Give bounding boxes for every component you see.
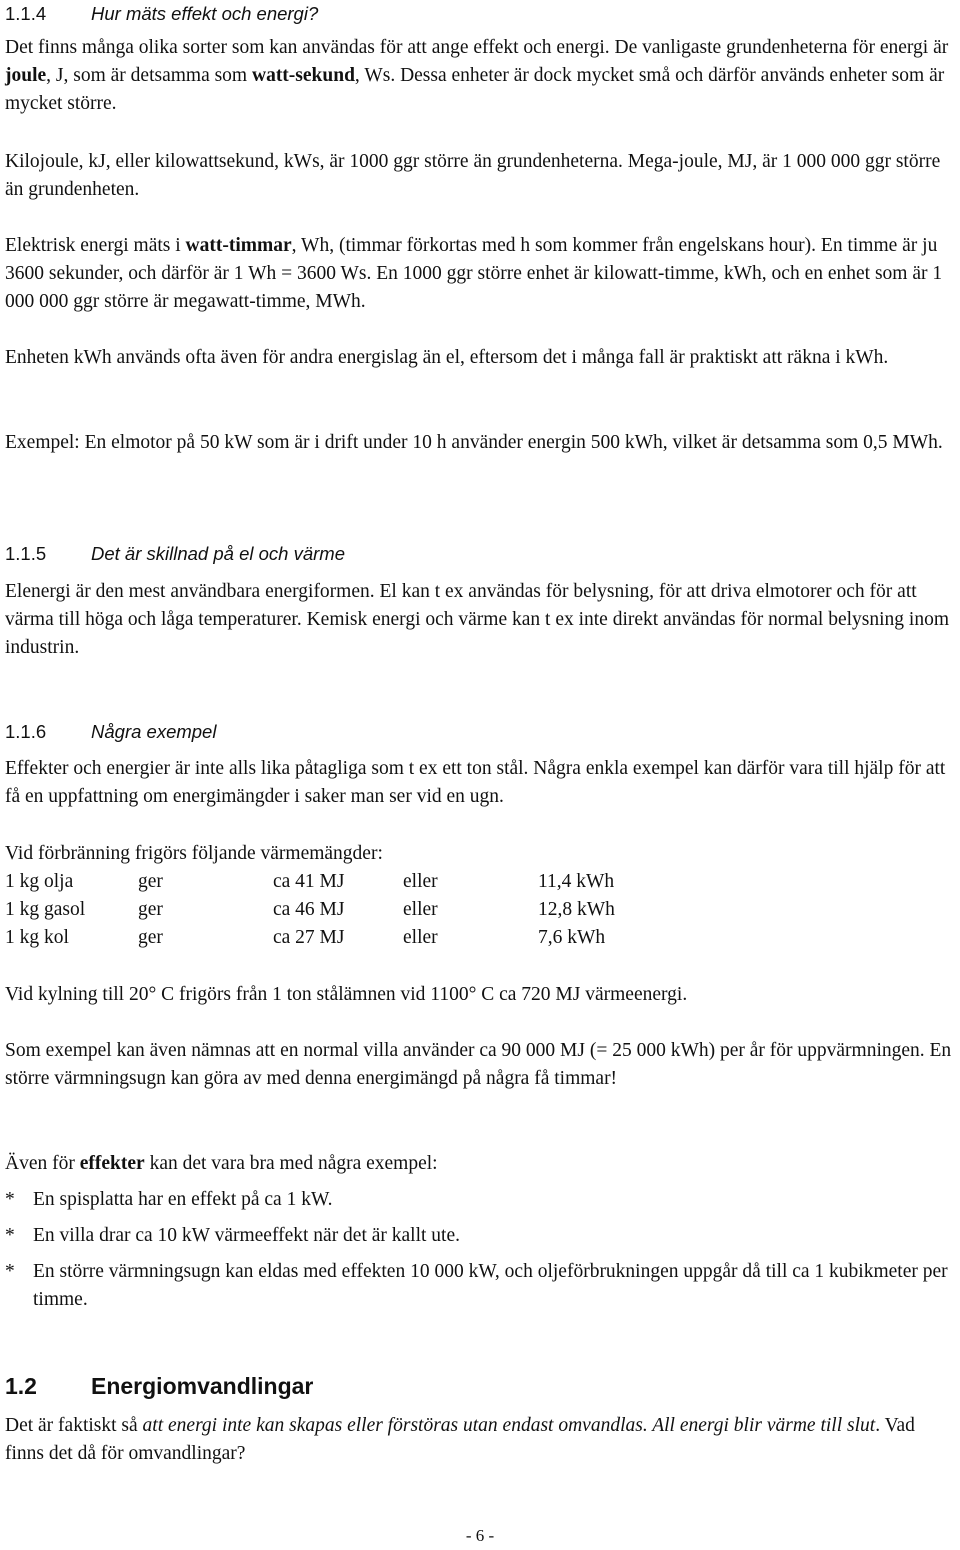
combustion-table (5, 840, 955, 952)
section-title: Det är skillnad på el och värme (91, 543, 345, 564)
page-number: - 6 - (465, 1526, 495, 1545)
term-joule: joule (5, 65, 47, 86)
paragraph-examples-intro: Effekter och energier är inte alls lika påtagliga som t ex ett ton stål. Några enkla exempel kan därför vara till hjälp för att få en uppfattning om energimängder i saker man ser vid en ugn. (5, 758, 946, 807)
section-heading-1-2 (5, 1372, 955, 1400)
table-row: 1 kg gasol ger ca 46 MJ eller 12,8 kWh (5, 899, 615, 920)
paragraph-energy-units: Det finns många olika sorter som kan användas för att ange effekt och energi. De vanligaste grundenheterna för energi är joule, J, som är detsamma som watt-sekund, Ws. Dessa enheter är dock mycket små och därför används enheter som är mycket större. (5, 37, 949, 114)
paragraph-electric-energy: Elenergi är den mest användbara energiformen. El kan t ex användas för belysning, för att driva elmotorer och för att värma till höga och låga temperaturer. Kemisk energi och värme kan t ex inte direkt användas för normal belysning inom industrin. (5, 581, 950, 658)
section-number: 1.1.5 (5, 543, 47, 564)
section-heading-1-1-6 (5, 720, 955, 744)
section-number: 1.1.6 (5, 721, 47, 742)
section-heading-1-1-4 (5, 2, 955, 26)
paragraph-villa-heating: Som exempel kan även nämnas att en normal villa använder ca 90 000 MJ (= 25 000 kWh) per år för uppvärmningen. En större värmningsugn kan göra av med denna energimängd på några få timmar! (5, 1040, 952, 1089)
table-row: 1 kg olja ger ca 41 MJ eller 11,4 kWh (5, 871, 615, 892)
paragraph-cooling-steel: Vid kylning till 20° C frigörs från 1 ton stålämnen vid 1100° C ca 720 MJ värmeenergi. (5, 984, 688, 1005)
bullet-marker: * (5, 1261, 15, 1282)
bullet-marker: * (5, 1189, 15, 1210)
list-item: * En spisplatta har en effekt på ca 1 kW. (5, 1186, 955, 1214)
table-intro: Vid förbränning frigörs följande värmemängder: (5, 843, 383, 864)
bullet-list (5, 1186, 955, 1314)
emphasis-energy-conservation: att energi inte kan skapas eller förstöras utan endast omvandlas. All energi blir värme till slut (142, 1415, 876, 1436)
term-watt-timmar: watt-timmar (185, 235, 292, 256)
term-effekter: effekter (79, 1153, 145, 1174)
section-title: Energiomvandlingar (91, 1373, 314, 1399)
paragraph-kwh-usage: Enheten kWh används ofta även för andra energislag än el, eftersom det i många fall är praktiskt att räkna i kWh. (5, 347, 889, 368)
paragraph-kilojoule: Kilojoule, kJ, eller kilowattsekund, kWs, är 1000 ggr större än grundenheterna. Mega-joule, MJ, är 1 000 000 ggr större än grundenheten. (5, 151, 941, 200)
list-item: * En villa drar ca 10 kW värmeeffekt när det är kallt ute. (5, 1222, 955, 1250)
section-number: 1.2 (5, 1373, 37, 1399)
paragraph-power-examples: Även för effekter kan det vara bra med några exempel: (5, 1153, 438, 1174)
section-heading-1-1-5 (5, 542, 955, 566)
section-number: 1.1.4 (5, 3, 47, 24)
paragraph-energy-conversion: Det är faktiskt så att energi inte kan skapas eller förstöras utan endast omvandlas. All energi blir värme till slut. Vad finns det då för omvandlingar? (5, 1415, 915, 1464)
list-item: * En större värmningsugn kan eldas med effekten 10 000 kW, och oljeförbrukningen uppgår då till ca 1 kubikmeter per timme. (5, 1258, 955, 1314)
term-watt-sekund: watt-sekund (251, 65, 355, 86)
bullet-marker: * (5, 1225, 15, 1246)
table-row: 1 kg kol ger ca 27 MJ eller 7,6 kWh (5, 927, 606, 948)
section-title: Några exempel (91, 721, 217, 742)
paragraph-watt-timmar: Elektrisk energi mäts i watt-timmar, Wh, (timmar förkortas med h som kommer från engelskans hour). En timme är ju 3600 sekunder, och därför är 1 Wh = 3600 Ws. En 1000 ggr större enhet är kilowatt-timme, kWh, och en enhet som är 1 000 000 ggr större är megawatt-timme, MWh. (5, 235, 943, 312)
paragraph-example-motor: Exempel: En elmotor på 50 kW som är i drift under 10 h använder energin 500 kWh, vilket är detsamma som 0,5 MWh. (5, 432, 943, 453)
section-title: Hur mäts effekt och energi? (91, 3, 319, 24)
